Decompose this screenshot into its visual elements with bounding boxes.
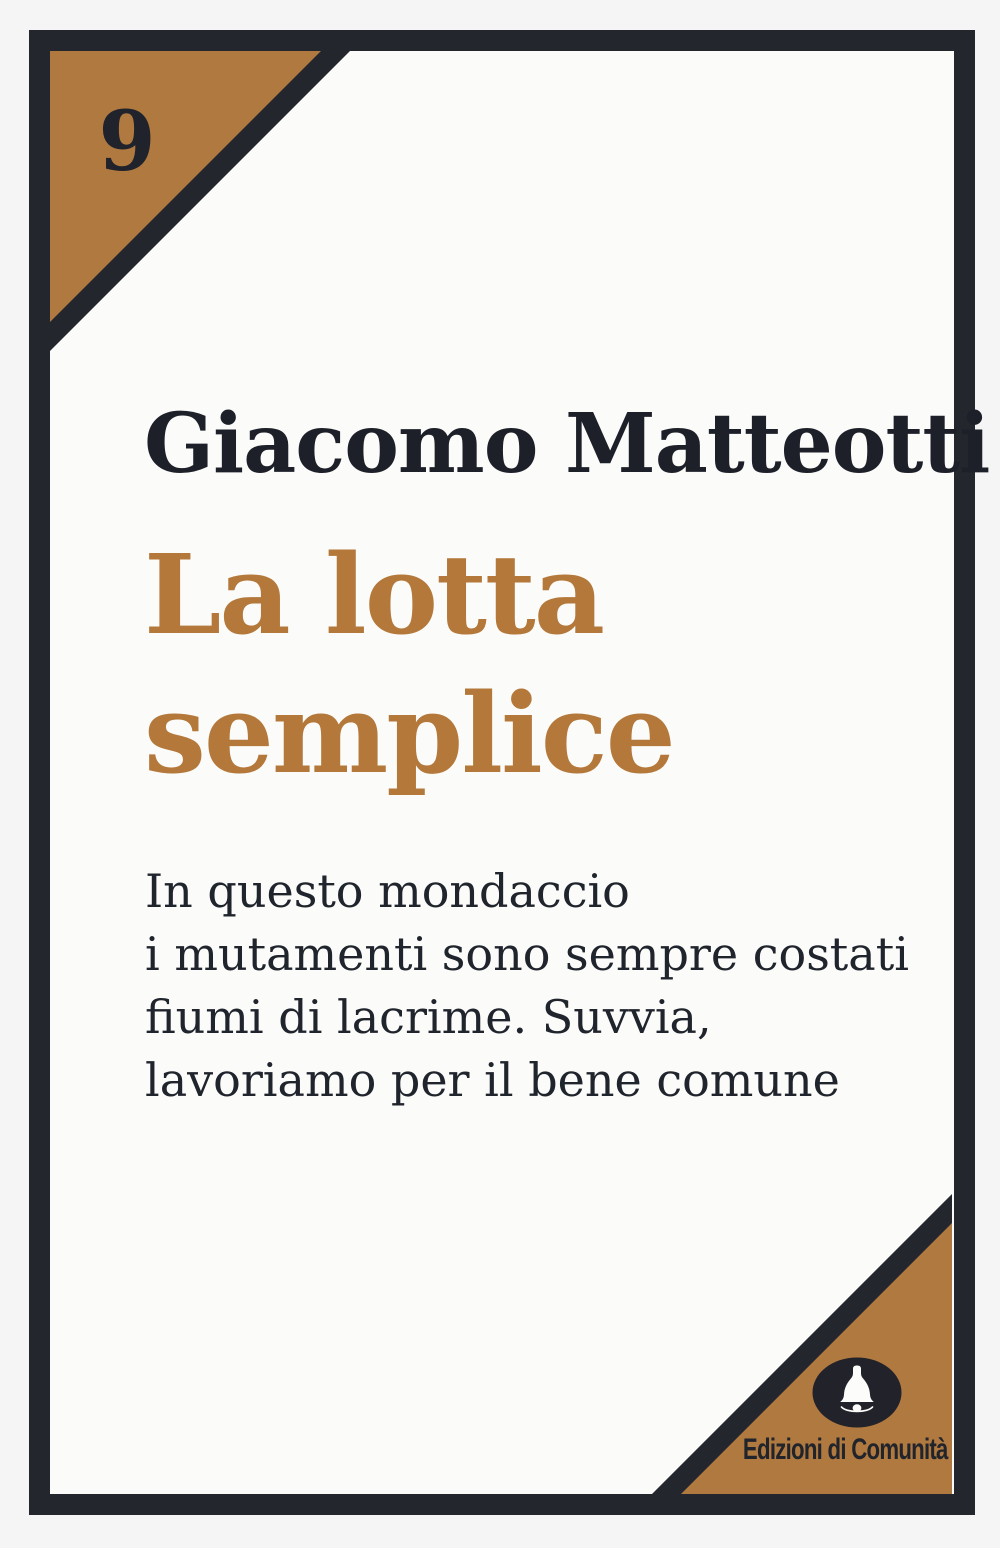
quote-line: In questo mondaccio [145,864,630,918]
book-title-line2: semplice [144,669,674,798]
book-title-line1: La lotta [144,530,603,659]
quote-line: lavoriamo per il bene comune [145,1053,840,1107]
bell-icon [812,1357,902,1428]
quote-line: i mutamenti sono sempre costati [145,927,909,981]
author-name: Giacomo Matteotti [144,396,990,492]
series-number: 9 [98,94,156,190]
quote-line: fiumi di lacrime. Suvvia, [145,990,712,1044]
publisher-name: Edizioni di Comunità [743,1433,948,1466]
cover-quote [145,860,909,1112]
book-title [144,525,674,803]
